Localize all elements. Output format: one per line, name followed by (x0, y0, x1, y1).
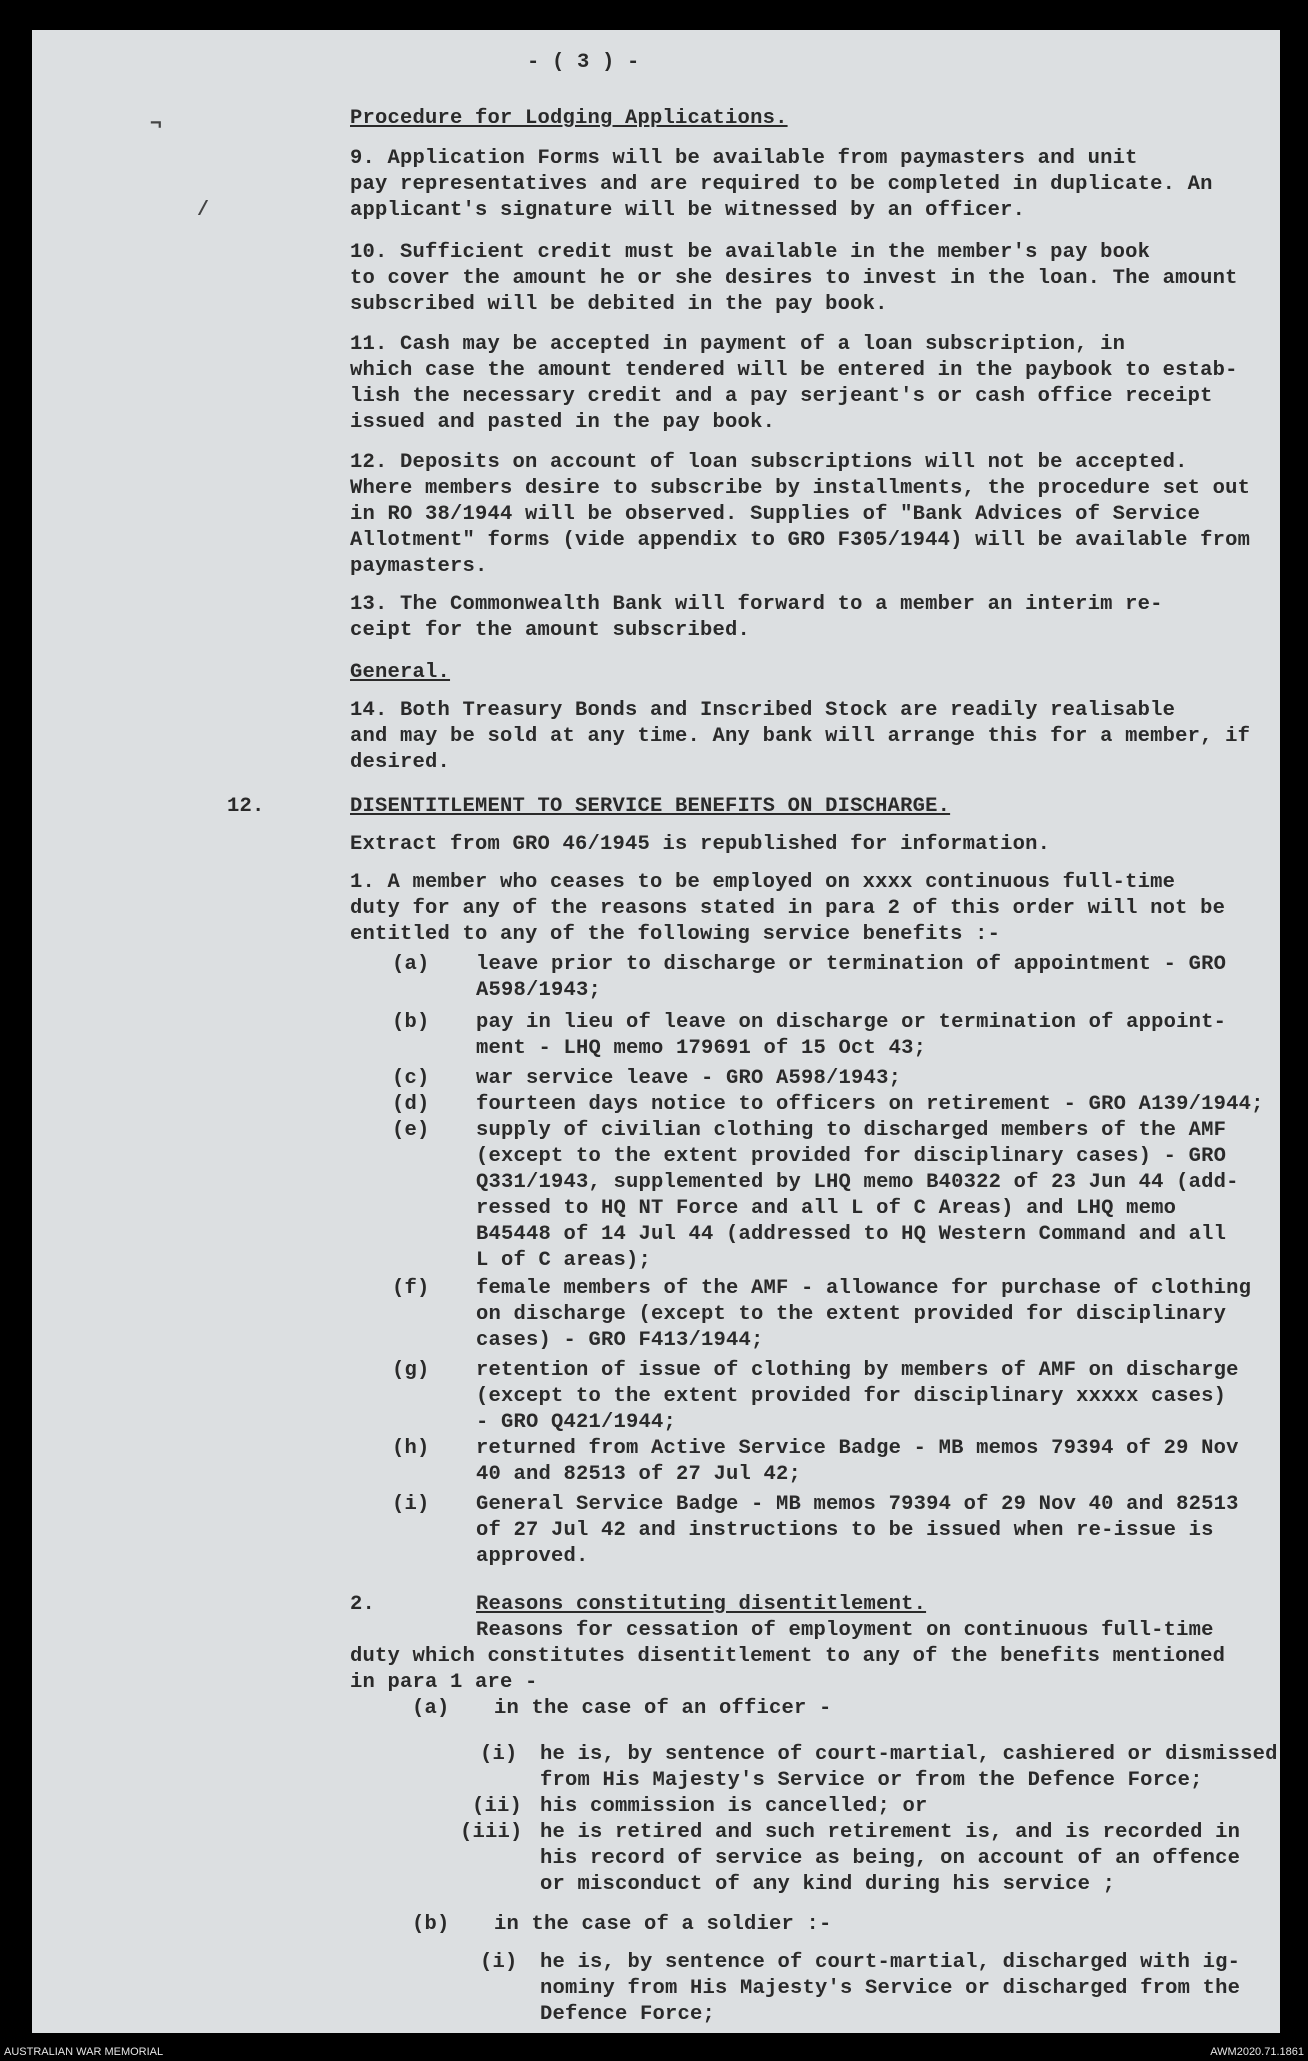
text-line: leave prior to discharge or termination of appointment - GRO (476, 953, 1227, 976)
item-label: (i) (480, 1743, 518, 1766)
benefit-item-d (392, 1092, 1264, 1118)
item-label: (c) (392, 1067, 430, 1090)
text-line: ment - LHQ memo 179691 of 15 Oct 43; (476, 1037, 927, 1060)
benefit-item-i (392, 1492, 1239, 1570)
text-line: female members of the AMF - allowance for purchase of clothing (476, 1277, 1252, 1300)
text-line: duty which constitutes disentitlement to any of the benefits mentioned (350, 1645, 1226, 1668)
text-line: fourteen days notice to officers on retirement - GRO A139/1944; (476, 1093, 1264, 1116)
paragraph-10 (350, 240, 1238, 318)
document-page (32, 30, 1280, 2033)
text-line: ressed to HQ NT Force and all L of C Areas) and LHQ memo (476, 1197, 1177, 1220)
text-line: 9. Application Forms will be available from paymasters and unit (350, 147, 1138, 170)
text-line: 10. Sufficient credit must be available in the member's pay book (350, 241, 1151, 264)
section-number: 12. (227, 795, 265, 818)
text-line: and may be sold at any time. Any bank will arrange this for a member, if (350, 725, 1251, 748)
benefit-item-g (392, 1358, 1239, 1436)
item-label: (a) (392, 953, 430, 976)
text-line: (except to the extent provided for disciplinary cases) - GRO (476, 1145, 1227, 1168)
text-line: cases) - GRO F413/1944; (476, 1329, 764, 1352)
item-label: (i) (480, 1951, 518, 1974)
text-line: desired. (350, 751, 451, 774)
paragraph-9 (350, 146, 1213, 224)
text-line: he is, by sentence of court-martial, cashiered or dismissed (540, 1743, 1278, 1766)
text-line: supply of civilian clothing to discharged members of the AMF (476, 1119, 1227, 1142)
item-label: (i) (392, 1493, 430, 1516)
paragraph-2-number: 2. (350, 1593, 376, 1616)
item-label: (ii) (472, 1795, 523, 1818)
text-line: General Service Badge - MB memos 79394 of 29 Nov 40 and 82513 (476, 1493, 1239, 1516)
text-line: 11. Cash may be accepted in payment of a loan subscription, in (350, 333, 1126, 356)
case-b-text: in the case of a soldier :- (494, 1913, 832, 1936)
text-line: approved. (476, 1545, 589, 1568)
case-a-text: in the case of an officer - (494, 1697, 832, 1720)
paragraph-13 (350, 592, 1163, 644)
text-line: nominy from His Majesty's Service or discharged from the (540, 1977, 1241, 2000)
margin-mark: / (197, 199, 210, 222)
text-line: duty for any of the reasons stated in para 2 of this order will not be (350, 897, 1226, 920)
item-label: (iii) (460, 1821, 523, 1844)
text-line: his record of service as being, on account of an offence (540, 1847, 1241, 1870)
text-line: Q331/1943, supplemented by LHQ memo B40322 of 23 Jun 44 (add- (476, 1171, 1239, 1194)
text-line: to cover the amount he or she desires to invest in the loan. The amount (350, 267, 1238, 290)
text-line: subscribed will be debited in the pay book. (350, 293, 888, 316)
text-line: pay representatives and are required to be completed in duplicate. An (350, 173, 1213, 196)
benefit-item-h (392, 1436, 1239, 1488)
text-line: war service leave - GRO A598/1943; (476, 1067, 902, 1090)
text-line: applicant's signature will be witnessed by an officer. (350, 199, 1026, 222)
officer-item-i (480, 1742, 1278, 1794)
case-b-label: (b) (412, 1913, 450, 1936)
benefit-item-c (392, 1066, 901, 1092)
text-line: 40 and 82513 of 27 Jul 42; (476, 1463, 802, 1486)
text-line: or misconduct of any kind during his service ; (540, 1873, 1116, 1896)
item-label: (e) (392, 1119, 430, 1142)
text-line: which case the amount tendered will be entered in the paybook to estab- (350, 359, 1238, 382)
benefit-item-b (392, 1010, 1226, 1062)
section-heading-general: General. (350, 661, 451, 684)
text-line: ceipt for the amount subscribed. (350, 619, 751, 642)
text-line: lish the necessary credit and a pay serjeant's or cash office receipt (350, 385, 1213, 408)
text-line: Reasons for cessation of employment on continuous full-time (476, 1619, 1214, 1642)
benefit-item-a (392, 952, 1226, 1004)
text-line: B45448 of 14 Jul 44 (addressed to HQ Western Command and all (476, 1223, 1227, 1246)
text-line: pay in lieu of leave on discharge or termination of appoint- (476, 1011, 1227, 1034)
case-a-label: (a) (412, 1697, 450, 1720)
benefit-item-e (392, 1118, 1239, 1274)
paragraph-1 (350, 870, 1225, 948)
text-line: 12. Deposits on account of loan subscriptions will not be accepted. (350, 451, 1188, 474)
footer-archive-name: AUSTRALIAN WAR MEMORIAL (4, 2046, 164, 2058)
item-label: (d) (392, 1093, 430, 1116)
text-line: paymasters. (350, 555, 488, 578)
section-heading-procedure: Procedure for Lodging Applications. (350, 107, 788, 130)
text-line: he is, by sentence of court-martial, discharged with ig- (540, 1951, 1241, 1974)
text-line: A598/1943; (476, 979, 602, 1002)
text-line: he is retired and such retirement is, and is recorded in (540, 1821, 1241, 1844)
officer-item-iii (460, 1820, 1241, 1898)
page-number: - ( 3 ) - (527, 51, 640, 74)
text-line: on discharge (except to the extent provided for disciplinary (476, 1303, 1227, 1326)
text-line: in para 1 are - (350, 1671, 538, 1694)
text-line: 1. A member who ceases to be employed on xxxx continuous full-time (350, 871, 1176, 894)
intro-text: Extract from GRO 46/1945 is republished for information. (350, 833, 1051, 856)
text-line: from His Majesty's Service or from the Defence Force; (540, 1769, 1203, 1792)
benefit-item-f (392, 1276, 1251, 1354)
text-line: his commission is cancelled; or (540, 1795, 928, 1818)
margin-mark: ¬ (150, 113, 163, 136)
text-line: 13. The Commonwealth Bank will forward to a member an interim re- (350, 593, 1163, 616)
text-line: returned from Active Service Badge - MB memos 79394 of 29 Nov (476, 1437, 1239, 1460)
text-line: - GRO Q421/1944; (476, 1411, 677, 1434)
soldier-item-i (480, 1950, 1241, 2028)
paragraph-2-heading: Reasons constituting disentitlement. (476, 1593, 927, 1616)
section-heading-disentitlement: DISENTITLEMENT TO SERVICE BENEFITS ON DISCHARGE. (350, 795, 951, 818)
text-line: of 27 Jul 42 and instructions to be issued when re-issue is (476, 1519, 1214, 1542)
text-line: retention of issue of clothing by members of AMF on discharge (476, 1359, 1239, 1382)
footer-accession-number: AWM2020.71.1861 (1210, 2046, 1304, 2058)
text-line: entitled to any of the following service benefits :- (350, 923, 1001, 946)
text-line: (except to the extent provided for disciplinary xxxxx cases) (476, 1385, 1227, 1408)
text-line: 14. Both Treasury Bonds and Inscribed Stock are readily realisable (350, 699, 1176, 722)
item-label: (h) (392, 1437, 430, 1460)
item-label: (g) (392, 1359, 430, 1382)
item-label: (f) (392, 1277, 430, 1300)
paragraph-12 (350, 450, 1250, 580)
paragraph-11 (350, 332, 1238, 436)
text-line: in RO 38/1944 will be observed. Supplies of "Bank Advices of Service (350, 503, 1201, 526)
item-label: (b) (392, 1011, 430, 1034)
text-line: Defence Force; (540, 2003, 716, 2026)
paragraph-2-text (350, 1618, 1225, 1696)
text-line: Where members desire to subscribe by installments, the procedure set out (350, 477, 1251, 500)
text-line: issued and pasted in the pay book. (350, 411, 776, 434)
text-line: Allotment" forms (vide appendix to GRO F305/1944) will be available from (350, 529, 1251, 552)
paragraph-14 (350, 698, 1250, 776)
officer-item-ii (472, 1794, 928, 1820)
text-line: L of C areas); (476, 1249, 652, 1272)
